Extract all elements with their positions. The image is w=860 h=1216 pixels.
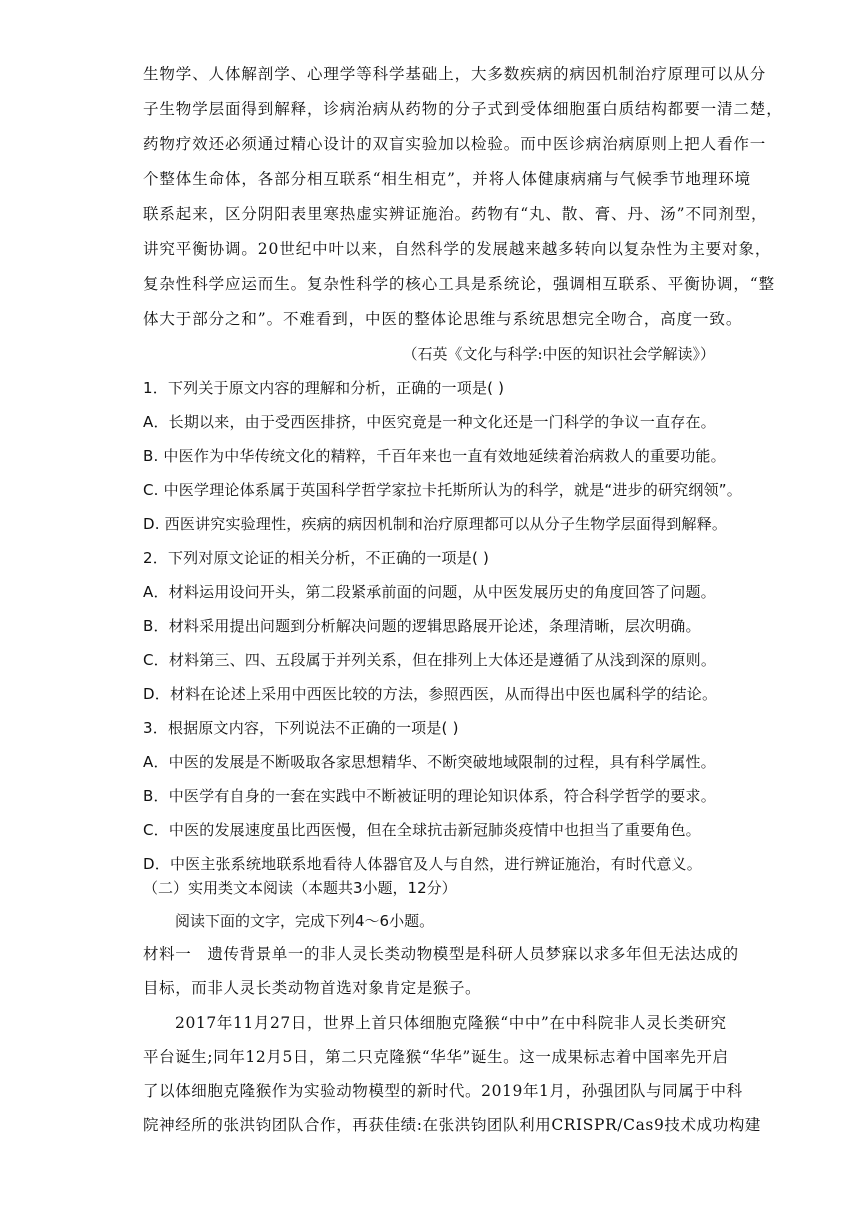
paragraph-line: 2017年11月27日，世界上首只体细胞克隆猴“中中”在中科院非人灵长类研究 [175,1014,727,1032]
question-option: C．材料第三、四、五段属于并列关系，但在排列上大体还是遵循了从浅到深的原则。 [143,651,717,669]
question-option: A．长期以来，由于受西医排挤，中医究竟是一种文化还是一门科学的争议一直存在。 [143,413,716,431]
passage-line: 复杂性科学应运而生。复杂性科学的核心工具是系统论，强调相互联系、平衡协调，“整 [143,275,776,293]
passage-line: 体大于部分之和”。不难看到，中医的整体论思维与系统思想完全吻合，高度一致。 [143,310,743,328]
question-option: B．材料采用提出问题到分析解决问题的逻辑思路展开论述，条理清晰，层次明确。 [143,617,701,635]
material-line: 目标，而非人灵长类动物首选对象肯定是猴子。 [143,979,482,997]
paragraph-line: 了以体细胞克隆猴作为实验动物模型的新时代。2019年1月，孙强团队与同属于中科 [143,1082,743,1100]
material-line: 材料一 遗传背景单一的非人灵长类动物模型是科研人员梦寐以求多年但无法达成的 [143,945,739,963]
paragraph-line: 院神经所的张洪钧团队合作，再获佳绩:在张洪钧团队利用CRISPR/Cas9技术成功构建 [143,1116,762,1134]
question-option: B．中医学有自身的一套在实践中不断被证明的理论知识体系，符合科学哲学的要求。 [143,787,716,805]
paragraph-line: 平台诞生;同年12月5日，第二只克隆猴“华华”诞生。这一成果标志着中国率先开启 [143,1048,729,1066]
passage-line: 生物学、人体解剖学、心理学等科学基础上，大多数疾病的病因机制治疗原理可以从分 [143,65,767,83]
question-option: C．中医的发展速度虽比西医慢，但在全球抗击新冠肺炎疫情中也担当了重要角色。 [143,821,701,839]
passage-line: 联系起来，区分阴阳表里寒热虚实辨证施治。药物有“丸、散、膏、丹、汤”不同剂型， [143,205,768,223]
passage-line: 药物疗效还必须通过精心设计的双盲实验加以检验。而中医诊病治病原则上把人看作一 [143,135,767,153]
question-option: C. 中医学理论体系属于英国科学哲学家拉卡托斯所认为的科学，就是“进步的研究纲领”。 [143,481,742,499]
question-option: D．材料在论述上采用中西医比较的方法，参照西医，从而得出中医也属科学的结论。 [143,685,718,703]
question-stem: 3．根据原文内容，下列说法不正确的一项是( ) [143,719,459,737]
question-option: A．材料运用设问开头，第二段紧承前面的问题，从中医发展历史的角度回答了问题。 [143,583,716,601]
passage-line: 个整体生命体，各部分相互联系“相生相克”，并将人体健康病痛与气候季节地理环境 [143,170,752,188]
question-option: B. 中医作为中华传统文化的精粹，千百年来也一直有效地延续着治病救人的重要功能。 [143,447,726,465]
question-option: A．中医的发展是不断吸取各家思想精华、不断突破地域限制的过程，具有科学属性。 [143,753,716,771]
section-heading: （二）实用类文本阅读（本题共3小题，12分） [143,879,457,897]
section-instruction: 阅读下面的文字，完成下列4～6小题。 [175,912,435,930]
question-stem: 1．下列关于原文内容的理解和分析，正确的一项是( ) [143,379,505,397]
question-option: D．中医主张系统地联系地看待人体器官及人与自然，进行辨证施治，有时代意义。 [143,855,702,873]
question-option: D. 西医讲究实验理性，疾病的病因机制和治疗原理都可以从分子生物学层面得到解释。 [143,515,728,533]
passage-line: 讲究平衡协调。20世纪中叶以来，自然科学的发展越来越多转向以复杂性为主要对象， [143,240,772,258]
passage-line: 子生物学层面得到解释，诊病治病从药物的分子式到受体细胞蛋白质结构都要一清二楚， [143,100,783,118]
source-citation: （石英《文化与科学:中医的知识社会学解读》） [402,345,715,363]
question-stem: 2．下列对原文论证的相关分析，不正确的一项是( ) [143,549,490,567]
